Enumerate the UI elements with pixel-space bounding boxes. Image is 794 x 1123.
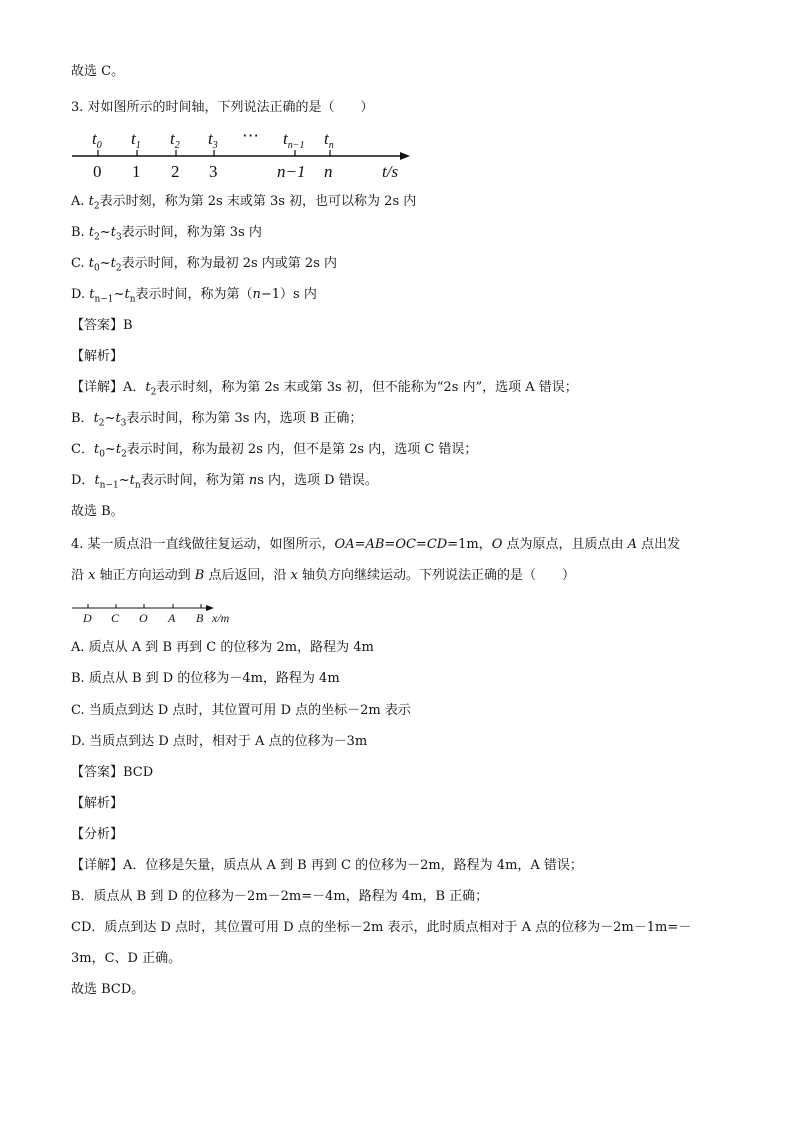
detail-3d: D．$t_{n-1}\sim t_n$表示时间，称为第 ns 内，选项 D 错误。 — [71, 473, 378, 491]
detail-4b: B．质点从 B 到 D 的位移为－2m－2m=－4m，路程为 4m，B 正确； — [71, 889, 489, 904]
x-axis-label: x/m — [212, 611, 230, 625]
time-axis-svg — [66, 124, 416, 184]
point-label-o: O — [139, 611, 148, 625]
upper-label-t0: $t_0$ — [92, 129, 102, 151]
time-axis-arrow — [400, 152, 410, 160]
option-3c: C. $t_0\sim t_2$表示时间，称为最初 2s 内或第 2s 内 — [71, 256, 338, 274]
upper-label-ellipsis: ⋯ — [242, 126, 259, 145]
axis-label-ts: t/s — [382, 162, 399, 181]
detail-3b: B．$t_2\sim t_3$表示时间，称为第 3s 内，选项 B 正确； — [71, 411, 363, 429]
question-4-stem-line1: 4. 某一质点沿一直线做往复运动，如图所示，OA=AB=OC=CD=1m，O 点为原点，且质点由 A 点出发 — [71, 537, 681, 552]
point-label-d: D — [83, 611, 92, 625]
question-3-stem: 3. 对如图所示的时间轴，下列说法正确的是（ ） — [71, 100, 374, 115]
lower-label-3: 3 — [209, 162, 218, 181]
detail-4cd-line1: CD．质点到达 D 点时，其位置可用 D 点的坐标－2m 表示，此时质点相对于 A 点的位移为－2m－1m=－ — [71, 920, 692, 935]
point-label-c: C — [111, 611, 120, 625]
fenxi-4-heading: 【分析】 — [71, 827, 124, 842]
point-label-b: B — [196, 611, 204, 625]
answer-3: 【答案】B — [71, 318, 133, 333]
point-label-a: A — [168, 611, 176, 625]
x-axis-svg — [70, 598, 260, 626]
analysis-3-heading: 【解析】 — [71, 349, 124, 364]
time-axis-figure — [66, 124, 416, 184]
answer-4: 【答案】BCD — [71, 765, 154, 780]
option-3d: D. $t_{n-1}\sim t_n$表示时间，称为第（n−1）s 内 — [71, 287, 317, 305]
lower-label-n-1: n−1 — [277, 162, 306, 181]
upper-label-t1: $t_1$ — [131, 129, 141, 151]
option-4a: A. 质点从 A 到 B 再到 C 的位移为 2m，路程为 4m — [71, 640, 374, 655]
detail-3a: 【详解】A．$t_2$表示时刻，称为第 2s 末或第 3s 初，但不能称为“2s 内”，选项 A 错误； — [71, 380, 578, 398]
option-4d: D. 当质点到达 D 点时，相对于 A 点的位移为－3m — [71, 734, 368, 749]
upper-label-tn-1: $t_{n-1}$ — [283, 129, 305, 151]
upper-label-t3: $t_3$ — [208, 129, 218, 151]
option-3a: A. $t_2$表示时刻，称为第 2s 末或第 3s 初，也可以称为 2s 内 — [71, 194, 417, 212]
selection-4: 故选 BCD。 — [71, 982, 145, 997]
lower-label-n: n — [324, 162, 333, 181]
lower-label-1: 1 — [132, 162, 141, 181]
detail-4cd-line2: 3m，C、D 正确。 — [71, 951, 182, 966]
analysis-4-heading: 【解析】 — [71, 796, 124, 811]
option-4b: B. 质点从 B 到 D 的位移为－4m，路程为 4m — [71, 671, 340, 686]
line-prev-answer: 故选 C。 — [71, 64, 125, 79]
question-4-stem-line2: 沿 x 轴正方向运动到 B 点后返回，沿 x 轴负方向继续运动。下列说法正确的是（ ） — [71, 568, 576, 583]
x-axis-figure — [70, 598, 260, 626]
lower-label-2: 2 — [171, 162, 180, 181]
detail-4a: 【详解】A．位移是矢量，质点从 A 到 B 再到 C 的位移为－2m，路程为 4m，A 错误； — [71, 858, 583, 873]
option-3b: B. $t_2\sim t_3$表示时间，称为第 3s 内 — [71, 225, 262, 243]
selection-3: 故选 B。 — [71, 504, 124, 519]
option-4c: C. 当质点到达 D 点时，其位置可用 D 点的坐标－2m 表示 — [71, 703, 411, 718]
upper-label-t2: $t_2$ — [170, 129, 180, 151]
detail-3c: C．$t_0\sim t_2$表示时间，称为最初 2s 内，但不是第 2s 内，选项 C 错误； — [71, 442, 478, 460]
lower-label-0: 0 — [93, 162, 102, 181]
upper-label-tn: $t_n$ — [324, 129, 334, 151]
